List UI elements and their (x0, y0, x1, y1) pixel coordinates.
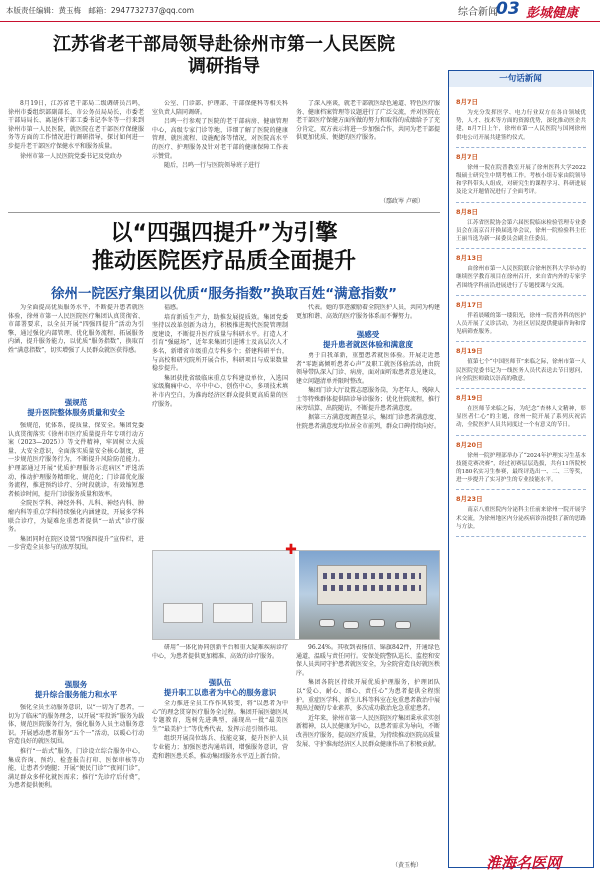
paragraph: 强规范，优体系，提质量，保安全。集团党委认真贯彻落实《徐州市医疗质量提升年专项行动方案（2023—2025）》等文件精神，牢固树立大质量、大安全意识，全面落实质量安全核心制度，进一步规范医疗服务行为，不断提升风险防范能力。护理部通过开展“优质护理服务示范病区”评选活动，推动护理服务精细化、规范化；门诊部优化服务流程，推进预约诊疗、分时段就诊，有效缩短患者候诊时间，提升门诊服务质量和效率。 (8, 422, 144, 498)
section2-body (8, 704, 144, 868)
paragraph: 96.24%。其收到表扬信、锦旗842件，开通绿色通道，温暖与责任同行。安保处院警队巡长、监控和安保人员共同守护患者就医安全，为全院营造良好就医秩序。 (296, 644, 440, 677)
section4-heading-line2: 提升职工以患者为中心的服务意识 (163, 688, 277, 697)
paragraph: 集团各院区持续开展优质护理服务，护理团队以“爱心、耐心、细心、责任心”为患者提供全程照护。重症医学科、新生儿科等科室在危重患者救治中展现出过硬的专业素养，多次成功救治危急重症患者。 (296, 679, 440, 713)
news-text: 值第七个“中国医师节”来临之际，徐州市第一人民医院党委书记为一线医务人员代表送去节日慰问，向全院医师致以崇高的敬意。 (456, 359, 586, 382)
article1-column-3 (296, 100, 440, 208)
paragraph: 徐州市第一人民医院党委书记及党政办 (20, 152, 123, 160)
paragraph: 培育新质生产力，助推发展提质效。集团党委坚持以改革创新为动力，积极推进现代医院管理制度建设，不断提升医疗质量与科研水平。打造人才引育“强磁场”，近年来集团引进博士及高层次人才多名，新增省市级重点专科多个；搭建科研平台，与高校和研究院所开展合作，科研项目与成果数量稳步提升。 (152, 313, 288, 373)
paragraph: 公室、门诊部、护理部、干部保健科等相关科室负责人陪同调研。 (152, 100, 288, 116)
news-item (456, 93, 586, 148)
ward-photo (153, 551, 295, 640)
bed-icon (163, 603, 203, 623)
section4-body (152, 700, 288, 868)
paragraph: 福感。 (164, 304, 183, 311)
article1-column-2 (152, 100, 288, 208)
section2-heading-line2: 提升综合服务能力和水平 (34, 690, 118, 699)
car-icon (319, 619, 335, 627)
paragraph: 8月19日，江苏省老干部局二级调研员吕鸣，徐州市委组织部副部长、市公务员局局长，市委老干部局局长、离退休干部工委书记李冬等一行来到徐州市第一人民医院，就医院在老干部医疗保健服务等方面的工作情况进行调研指导，探讨如何进一步提升老干部医疗保健水平和服务质量。 (8, 100, 144, 150)
section2-heading (8, 680, 144, 700)
news-item (456, 296, 586, 343)
article2-byline: （黄玉梅） (392, 862, 423, 869)
article2-title-line1: 以“四强四提升”为引擎 (110, 221, 338, 246)
responsible-editor: 本版责任编辑：黄玉梅 (6, 6, 81, 15)
window-row (323, 585, 421, 591)
section2-heading-line1: 强服务 (64, 680, 88, 689)
paragraph: 集团同时在院区设置“四强四提升”宣传栏，进一步营造全员参与的浓厚氛围。 (8, 535, 144, 552)
medical-cross-icon: ✚ (285, 542, 297, 558)
paragraph: 近年来，徐州市第一人民医院医疗集团秉承求实创新精神，以人民健康为中心，以患者需求为导向，不断改善医疗服务，提高医疗质量，为持续推动医院高质量发展、守护淮海经济区人民群众健康作出了积极贡献。 (296, 714, 440, 748)
paragraph: 全院医学科、神经外科、儿科、神经内科、肿瘤内科等重点学科持续强化内涵建设，开展多学科联合诊疗，为疑难危重患者提供“一站式”诊疗服务。 (8, 500, 144, 534)
editor-email: 邮箱：2947732737@qq.com (88, 6, 195, 15)
article2-column-2-bottom-top (152, 644, 288, 674)
section1-heading-line1: 强规范 (64, 398, 88, 407)
article2-column-2-top (152, 304, 288, 546)
article2-column-3-bottom (296, 644, 440, 860)
page-number: 03 (496, 0, 520, 19)
section-name: 综合新闻 (458, 7, 498, 18)
paragraph: 为全面提高优质服务水平，不断提升患者就医体验，徐州市第一人民医院医疗集团认真贯彻省、市部署要求，以全员开展“四强四提升”活动为引擎，通过强化内部管理、优化服务流程、拓展服务内涵，提升服务能力，以优质“服务指数”，换取百姓“满意指数”，切实增强了人民群众就医获得感。 (8, 304, 144, 354)
paragraph: 集团门诊大厅设置志愿服务岗，为老年人、残障人士等特殊群体提供陪诊导诊服务；优化住院流程，推行床旁结算、出院随访，不断提升患者满意度。 (296, 387, 440, 412)
news-date: 8月13日 (456, 254, 483, 263)
news-date: 8月19日 (456, 347, 483, 356)
car-icon (395, 621, 411, 629)
section3-body (296, 352, 440, 546)
news-date: 8月8日 (456, 207, 479, 216)
section1-body (8, 422, 144, 678)
article1-title-line1: 江苏省老干部局领导赴徐州市第一人民医院 (53, 34, 395, 55)
news-item (456, 148, 586, 203)
news-text: 徐州一院在院普教室开展了徐州医科大学2022级硕士研究生中期考核工作。考核小组专家由院领导和学科带头人组成，对研究生的课程学习、科研进展及论文开题情况进行了全面考评。 (456, 164, 586, 196)
paragraph: 推行“一站式”服务，门诊设立综合服务中心，集成咨询、预约、检查报告打印、医保审核等功能，让患者少跑腿；开展“便民门诊”“夜间门诊”，满足群众多样化就医需求；推行“先诊疗后付费”，为患者提供便利。 (8, 747, 144, 790)
news-item (456, 389, 586, 436)
article2-column-3-top (296, 304, 440, 326)
news-item (456, 203, 586, 250)
newspaper-brand: 彭城健康 (526, 6, 579, 21)
paragraph: 据第三方满意度调查显示，集团门诊患者满意度、住院患者满意度均位居全市前列，群众口碑持续向好。 (296, 414, 440, 430)
article1-title-line2: 调研指导 (188, 56, 260, 77)
news-text: 由徐州市第一人民医院联合徐州医科大学举办的继续医学教育项目在徐州召开，来自省内外的专家学者围绕学科前沿进展进行了专题授课与交流。 (456, 266, 586, 289)
news-text: 徐州一院护理部举办了“2024年护理实习生基本技能竞赛决赛”，经过初赛层层选拔，共有11所院校的180名实习生参赛，最终评选出一、二、三等奖，进一步提升了实习护生的专业技能水平。 (456, 452, 586, 484)
section3-heading-line2: 提升患者就医体验和满意度 (323, 340, 413, 349)
article1-column-1 (8, 100, 144, 208)
news-date: 8月23日 (456, 495, 483, 504)
hospital-building-photo (299, 551, 440, 640)
paragraph: 随后，吕鸣一行与医院领导班子进行 (164, 162, 261, 170)
paragraph: 强化全员主动服务意识，以“一切为了患者，一切为了临床”的服务理念，以开展“零投诉”服务为载体，规范医院服务行为，强化服务人员主动服务意识。开展感动患者服务“五个一”活动，以暖心行动营造良好的就医氛围。 (8, 704, 144, 746)
section3-heading (296, 330, 440, 350)
news-date: 8月19日 (456, 394, 483, 403)
news-text: 为充分发挥医学、电力行业双方在各自领域优势，人才、技术等方面的资源优势，深化推动医企共建，8月7日上午，徐州市第一人民医院与国网徐州供电公司开展共建签约仪式。 (456, 110, 586, 141)
window-row (323, 573, 421, 579)
news-item (456, 249, 586, 296)
news-date: 8月7日 (456, 98, 479, 106)
paragraph: 研用”一体化协同创新平台和重大疑难疾病诊疗中心，为患者提供更加精准、高效的诊疗服务。 (152, 644, 288, 660)
car-icon (369, 619, 385, 627)
news-item (456, 490, 586, 537)
news-text: 在医师节来临之际，为纪念“杏林人文精神，彰显医者仁心”的主题，徐州一院开展了系列庆祝活动，全院医护人员共同度过一个有意义的节日。 (456, 406, 586, 429)
paragraph: 勇于自我革新，重塑患者就医体验。开展走近患者“零距离倾听患者心声”及职工就医体验活动，由院领导带队深入门诊、病房，面对面听取患者意见建议，建立问题清单并限时整改。 (296, 352, 440, 385)
paragraph: 组织开展岗位练兵、技能竞赛，提升医护人员专业能力；加强医患沟通培训，增强服务意识，营造和谐医患关系，推动集团服务水平迈上新台阶。 (152, 735, 288, 760)
divider (8, 212, 440, 213)
website-watermark: 淮海名医网 (486, 854, 562, 872)
article1-byline: （鄢政岑 卢硕） (380, 198, 424, 205)
paragraph: 了深入座谈，就老干部就医绿色通道、特色医疗服务、健康档案管理等议题进行了广泛交流，并对医院在老干部医疗保健方面所做的努力和取得的成绩给予了充分肯定，双方表示将进一步加强合作，共同为老干部提供更加优质、便捷的医疗服务。 (296, 100, 440, 142)
brief-news-box (448, 70, 594, 868)
news-item (456, 342, 586, 389)
paragraph: 代表。她的事迹激励着全院医护人员，共同为构建更加和谐、高效的医疗服务体系而不懈努力。 (296, 304, 440, 320)
news-item (456, 436, 586, 491)
section3-heading-line1: 强感受 (356, 330, 380, 339)
bed-icon (213, 603, 253, 623)
section1-heading (8, 398, 144, 418)
bed-icon (261, 601, 287, 623)
news-date: 8月20日 (456, 440, 483, 449)
car-icon (343, 621, 359, 629)
hospital-photo (152, 550, 440, 640)
section1-heading-line2: 提升医院整体服务质量和安全 (27, 408, 125, 417)
page-header (0, 0, 600, 22)
news-date: 8月7日 (456, 152, 479, 161)
brief-news-title: 一句话新闻 (449, 71, 592, 87)
news-text: 南京八重医院内分泌科主任前来徐州一院开展学术交流，为徐州地区内分泌疾病诊治提供了新的思路与方法。 (456, 507, 586, 530)
news-date: 8月17日 (456, 300, 483, 309)
section4-heading (152, 678, 288, 698)
paragraph: 集团获批省级临床重点专科建设单位，入选国家级胸痛中心、卒中中心、创伤中心，多项技术填补市内空白，为淮海经济区群众提供更高质量的医疗服务。 (152, 374, 288, 408)
article2-subtitle: 徐州一院医疗集团以优质“服务指数”换取百姓“满意指数” (51, 286, 397, 302)
article2-title-line2: 推动医院医疗品质全面提升 (91, 249, 356, 274)
editor-info (6, 5, 199, 16)
paragraph: 吕鸣一行参观了医院的老干部病房、健康管理中心，高级专家门诊等地，详细了解了医院的健康管理、就医流程、设施配备等情况，对医院高水平的医疗、护理服务及针对老干部的健康保障工作表示赞赏。 (152, 118, 288, 160)
paragraph: 全力推进全员工作作风转变，将“以患者为中心”的理念贯穿医疗服务全过程。集团开展医德医风专题教育，选树先进典型，涌现出一批“最美医生”“最美护士”等优秀代表，发挥示范引领作用。 (152, 700, 288, 733)
news-text: 江苏省医院协会第六届医院临床检验管理专业委员会在南京召开换届选举会议，徐州一院检验科主任王丽当选为新一届委员会副主任委员。 (456, 219, 586, 243)
article2-intro (8, 304, 144, 396)
section4-heading-line1: 强队伍 (208, 678, 232, 687)
news-text: 伴着晨曦的第一缕阳光，徐州一院普外科的医护人员开展了义诊活动，为社区居民提供健康咨询和常见病筛查服务。 (456, 312, 586, 336)
brief-news-list (456, 93, 586, 537)
